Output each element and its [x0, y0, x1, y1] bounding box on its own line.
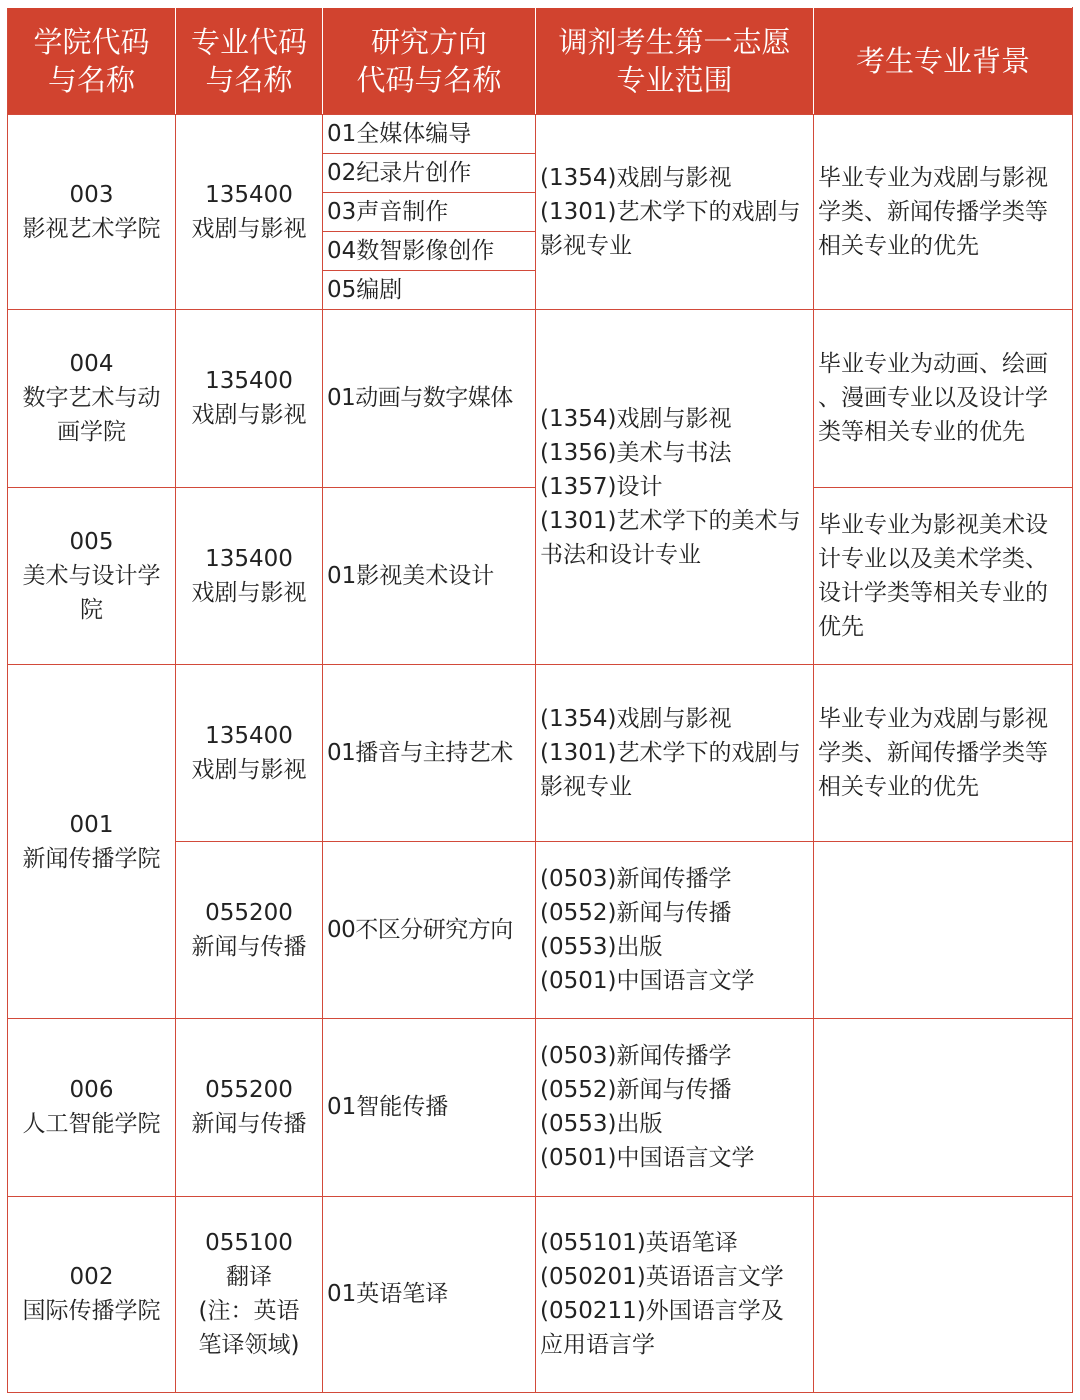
college-cell: 003 影视艺术学院 [8, 115, 176, 310]
background-cell-empty [814, 1019, 1073, 1196]
table-row-004 [8, 310, 1073, 487]
major-cell: 055100 翻译 (注：英语 笔译领域) [176, 1196, 323, 1392]
header-college: 学院代码 与名称 [8, 8, 176, 115]
direction-cell: 01英语笔译 [323, 1196, 536, 1392]
direction-cell: 04数智影像创作 [323, 232, 536, 271]
table-row-001a [8, 664, 1073, 841]
college-cell: 001 新闻传播学院 [8, 664, 176, 1019]
direction-cell: 01智能传播 [323, 1019, 536, 1196]
background-cell: 毕业专业为动画、绘画 、漫画专业以及设计学 类等相关专业的优先 [814, 310, 1073, 487]
college-cell: 005 美术与设计学 院 [8, 487, 176, 664]
admissions-table [7, 7, 1073, 1393]
table-row-006 [8, 1019, 1073, 1196]
table-row-003 [8, 115, 1073, 154]
direction-cell: 03声音制作 [323, 193, 536, 232]
college-cell: 004 数字艺术与动 画学院 [8, 310, 176, 487]
direction-cell: 00不区分研究方向 [323, 842, 536, 1019]
scope-cell: (1354)戏剧与影视 (1356)美术与书法 (1357)设计 (1301)艺术学下的美术与 书法和设计专业 [536, 310, 814, 665]
direction-cell: 01全媒体编导 [323, 115, 536, 154]
college-cell: 002 国际传播学院 [8, 1196, 176, 1392]
scope-cell: (0503)新闻传播学 (0552)新闻与传播 (0553)出版 (0501)中国语言文学 [536, 842, 814, 1019]
major-cell: 135400 戏剧与影视 [176, 310, 323, 487]
scope-cell: (055101)英语笔译 (050201)英语语言文学 (050211)外国语言学及 应用语言学 [536, 1196, 814, 1392]
direction-cell: 01影视美术设计 [323, 487, 536, 664]
header-direction: 研究方向 代码与名称 [323, 8, 536, 115]
header-scope: 调剂考生第一志愿 专业范围 [536, 8, 814, 115]
background-cell: 毕业专业为戏剧与影视 学类、新闻传播学类等 相关专业的优先 [814, 115, 1073, 310]
background-cell: 毕业专业为戏剧与影视 学类、新闻传播学类等 相关专业的优先 [814, 664, 1073, 841]
major-cell: 055200 新闻与传播 [176, 842, 323, 1019]
scope-cell: (0503)新闻传播学 (0552)新闻与传播 (0553)出版 (0501)中国语言文学 [536, 1019, 814, 1196]
direction-cell: 01动画与数字媒体 [323, 310, 536, 487]
header-major: 专业代码 与名称 [176, 8, 323, 115]
background-cell-empty [814, 842, 1073, 1019]
header-row [8, 8, 1073, 115]
college-cell: 006 人工智能学院 [8, 1019, 176, 1196]
background-cell-empty [814, 1196, 1073, 1392]
direction-cell: 02纪录片创作 [323, 154, 536, 193]
major-cell: 135400 戏剧与影视 [176, 487, 323, 664]
direction-cell: 01播音与主持艺术 [323, 664, 536, 841]
header-background: 考生专业背景 [814, 8, 1073, 115]
background-cell: 毕业专业为影视美术设 计专业以及美术学类、 设计学类等相关专业的 优先 [814, 487, 1073, 664]
major-cell: 055200 新闻与传播 [176, 1019, 323, 1196]
major-cell: 135400 戏剧与影视 [176, 115, 323, 310]
scope-cell: (1354)戏剧与影视 (1301)艺术学下的戏剧与 影视专业 [536, 115, 814, 310]
direction-cell: 05编剧 [323, 271, 536, 310]
table-row-002 [8, 1196, 1073, 1392]
major-cell: 135400 戏剧与影视 [176, 664, 323, 841]
scope-cell: (1354)戏剧与影视 (1301)艺术学下的戏剧与 影视专业 [536, 664, 814, 841]
